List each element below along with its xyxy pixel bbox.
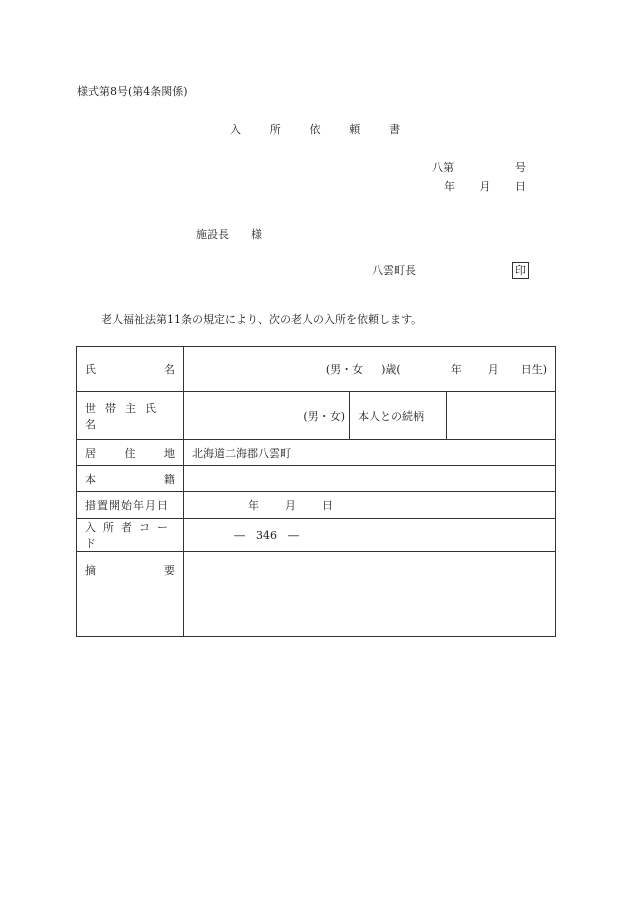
start-day: 日 <box>322 499 333 512</box>
birth-year: 年 <box>450 363 462 376</box>
code-value: ― 346 ― <box>234 529 299 542</box>
label-address <box>77 440 184 466</box>
row-remarks <box>77 552 556 637</box>
label-char: 氏 <box>85 363 96 376</box>
label-char: 本 <box>85 472 96 486</box>
code-field[interactable] <box>184 519 556 552</box>
label-text: 入所者コード <box>85 521 175 550</box>
birth-month: 月 <box>487 363 499 376</box>
row-start-date <box>77 492 556 519</box>
row-code <box>77 519 556 552</box>
admission-form-table <box>76 346 556 637</box>
label-code <box>77 519 184 552</box>
addressee <box>196 228 262 242</box>
remarks-field[interactable] <box>184 552 556 637</box>
start-month: 月 <box>285 499 296 512</box>
label-char: 要 <box>164 564 175 577</box>
start-year: 年 <box>248 499 259 512</box>
row-name <box>77 347 556 392</box>
label-char: 地 <box>164 446 175 460</box>
label-name <box>77 347 184 392</box>
issue-date <box>444 180 526 194</box>
label-household-head <box>77 392 184 440</box>
label-remarks <box>77 552 184 637</box>
date-day: 日 <box>515 180 526 193</box>
head-gender-choice: (男・女) <box>303 409 345 423</box>
row-domicile <box>77 466 556 492</box>
domicile-field[interactable] <box>184 466 556 492</box>
row-household-head <box>77 392 556 440</box>
title-char: 書 <box>389 123 400 136</box>
start-date-field[interactable] <box>184 492 556 519</box>
address-field[interactable] <box>184 440 556 466</box>
name-field[interactable] <box>184 347 556 392</box>
label-start-date <box>77 492 184 519</box>
label-char: 摘 <box>85 564 96 577</box>
label-domicile <box>77 466 184 492</box>
birth-day: 日生) <box>520 363 547 376</box>
label-char: 住 <box>124 446 136 460</box>
address-value: 北海道二海郡八雲町 <box>192 446 291 460</box>
label-char: 居 <box>85 446 96 460</box>
document-number-suffix: 号 <box>515 161 526 174</box>
label-text: 世帯主氏名 <box>85 401 165 431</box>
label-text: 措置開始年月日 <box>85 499 169 512</box>
document-number-label: 八第 <box>432 161 454 174</box>
issuer-name: 八雲町長 <box>372 264 416 277</box>
relation-field[interactable] <box>446 392 547 439</box>
label-char: 籍 <box>164 472 175 486</box>
document-title <box>230 123 400 137</box>
title-char: 頼 <box>349 123 361 136</box>
age-label: )歳( <box>381 363 401 376</box>
title-char: 入 <box>230 123 241 136</box>
addressee-name: 施設長 <box>196 228 229 241</box>
household-head-field[interactable] <box>184 392 556 440</box>
title-char: 所 <box>269 123 281 136</box>
body-text: 老人福祉法第11条の規定により、次の老人の入所を依頼します。 <box>101 313 423 326</box>
gender-choice: (男・女 <box>325 363 364 376</box>
relation-label: 本人との続柄 <box>358 409 424 423</box>
form-number: 様式第8号(第4条関係) <box>77 85 188 98</box>
title-char: 依 <box>309 123 321 136</box>
seal-mark: 印 <box>512 262 529 279</box>
date-month: 月 <box>479 180 491 193</box>
row-address <box>77 440 556 466</box>
addressee-honorific: 様 <box>251 228 262 241</box>
label-char: 名 <box>164 363 175 376</box>
date-year: 年 <box>444 180 455 193</box>
